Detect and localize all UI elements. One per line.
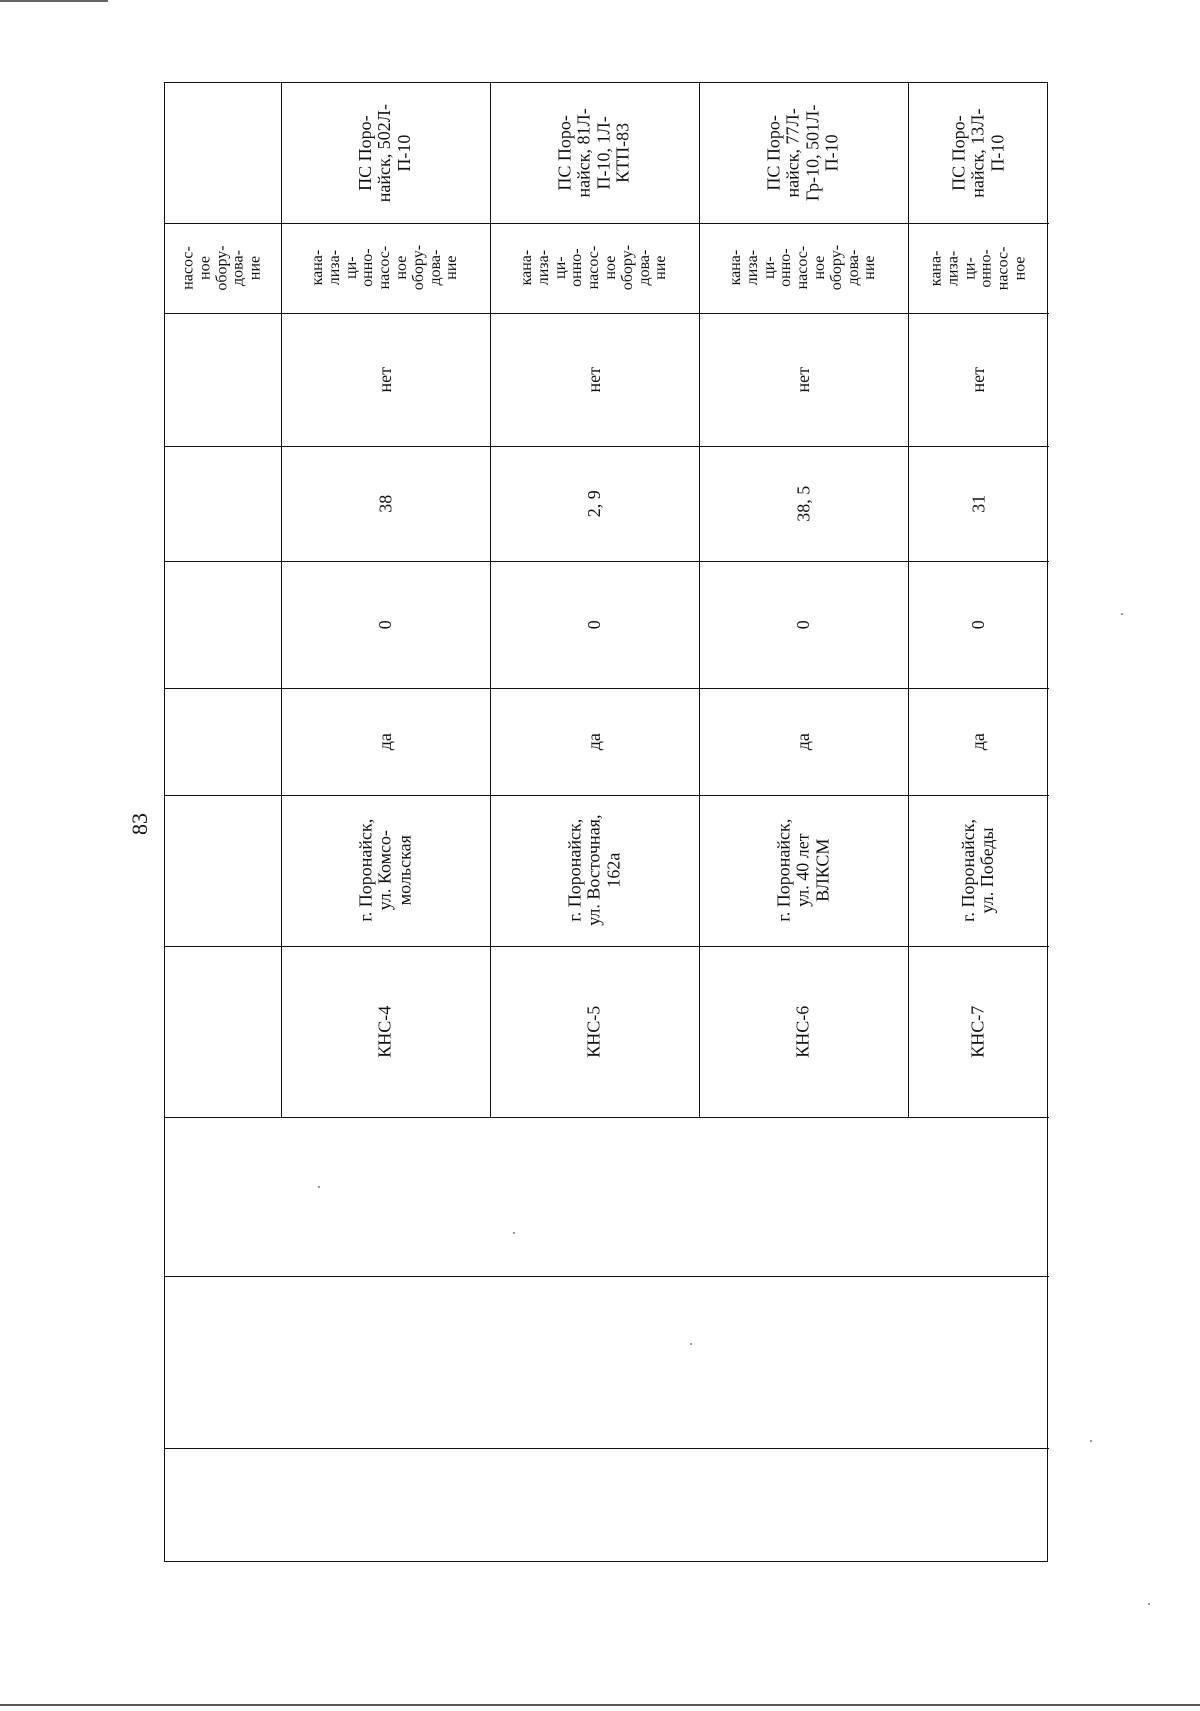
presence-cell <box>908 313 1049 446</box>
equipment-text: кана- лиза- ци- онно- насос- ное <box>927 246 1029 290</box>
grid-line <box>165 1117 1049 1118</box>
name-text: КНС-6 <box>792 1005 813 1058</box>
header-equipment-cell <box>165 223 281 313</box>
equipment-cell <box>281 223 490 313</box>
count-text: 0 <box>967 620 988 629</box>
presence-cell <box>490 313 699 446</box>
address-text: г. Поронайск, ул. Победы <box>958 819 998 922</box>
equipment-cell <box>699 223 908 313</box>
name-text: КНС-4 <box>374 1005 395 1058</box>
address-cell <box>908 795 1049 946</box>
presence-text: нет <box>967 366 988 393</box>
equipment-cell <box>490 223 699 313</box>
equipment-cell <box>908 223 1049 313</box>
substation-text: ПС Поро- найск, 77Л- Гр-10, 501Л- П-10 <box>763 104 842 202</box>
presence-cell <box>699 313 908 446</box>
address-text: г. Поронайск, ул. 40 лет ВЛКСМ <box>773 819 833 922</box>
presence-cell <box>281 313 490 446</box>
substation-text: ПС Поро- найск, 502Л- П-10 <box>355 103 415 203</box>
name-cell <box>281 946 490 1117</box>
substation-cell <box>908 83 1049 223</box>
scan-edge-top <box>0 0 108 2</box>
presence-text: нет <box>374 366 395 393</box>
name-cell <box>908 946 1049 1117</box>
flag-text: да <box>792 732 813 751</box>
value-cell <box>490 446 699 561</box>
substation-cell <box>699 83 908 223</box>
flag-text: да <box>374 732 395 751</box>
flag-cell <box>908 688 1049 795</box>
count-cell <box>281 561 490 688</box>
flag-text: да <box>967 732 988 751</box>
grid-line <box>165 1448 1049 1449</box>
flag-cell <box>281 688 490 795</box>
value-text: 31 <box>967 494 988 513</box>
grid-line <box>165 1276 1049 1277</box>
equipment-text: кана- лиза- ци- онно- насос- ное обору- дова- ние <box>308 245 461 291</box>
value-text: 38 <box>374 494 395 513</box>
address-text: г. Поронайск, ул. Комсо- мольская <box>355 819 415 922</box>
value-text: 38, 5 <box>792 485 813 522</box>
flag-cell <box>699 688 908 795</box>
name-text: КНС-7 <box>967 1005 988 1058</box>
equipment-text: кана- лиза- ци- онно- насос- ное обору- дова- ние <box>517 245 670 291</box>
count-text: 0 <box>792 620 813 629</box>
scan-speck <box>513 1232 515 1234</box>
count-cell <box>699 561 908 688</box>
header-equipment-text: насос- ное обору- дова- ние <box>180 245 265 291</box>
scan-speck <box>1121 613 1123 615</box>
address-cell <box>281 795 490 946</box>
substation-text: ПС Поро- найск, 13Л- П-10 <box>948 108 1008 198</box>
address-text: г. Поронайск, ул. Восточная, 162а <box>564 814 624 927</box>
page-number: 83 <box>127 813 152 835</box>
value-text: 2, 9 <box>583 490 604 517</box>
name-text: КНС-5 <box>583 1005 604 1058</box>
flag-text: да <box>583 732 604 751</box>
scan-speck <box>1148 1603 1150 1605</box>
value-cell <box>908 446 1049 561</box>
value-cell <box>699 446 908 561</box>
address-cell <box>490 795 699 946</box>
address-cell <box>699 795 908 946</box>
count-text: 0 <box>583 620 604 629</box>
substation-text: ПС Поро- найск, 81Л- П-10, 1Л- КТП-83 <box>554 108 633 198</box>
presence-text: нет <box>583 366 604 393</box>
scan-speck <box>318 1186 320 1188</box>
count-cell <box>908 561 1049 688</box>
count-text: 0 <box>374 620 395 629</box>
scan-speck <box>1090 1440 1092 1442</box>
substation-cell <box>281 83 490 223</box>
presence-text: нет <box>792 366 813 393</box>
flag-cell <box>490 688 699 795</box>
count-cell <box>490 561 699 688</box>
equipment-text: кана- лиза- ци- онно- насос- ное обору- дова- ние <box>726 245 879 291</box>
substation-cell <box>490 83 699 223</box>
scan-edge-bottom <box>0 1704 1200 1706</box>
value-cell <box>281 446 490 561</box>
scan-speck <box>690 1343 692 1345</box>
data-table <box>164 82 1048 1562</box>
name-cell <box>699 946 908 1117</box>
name-cell <box>490 946 699 1117</box>
